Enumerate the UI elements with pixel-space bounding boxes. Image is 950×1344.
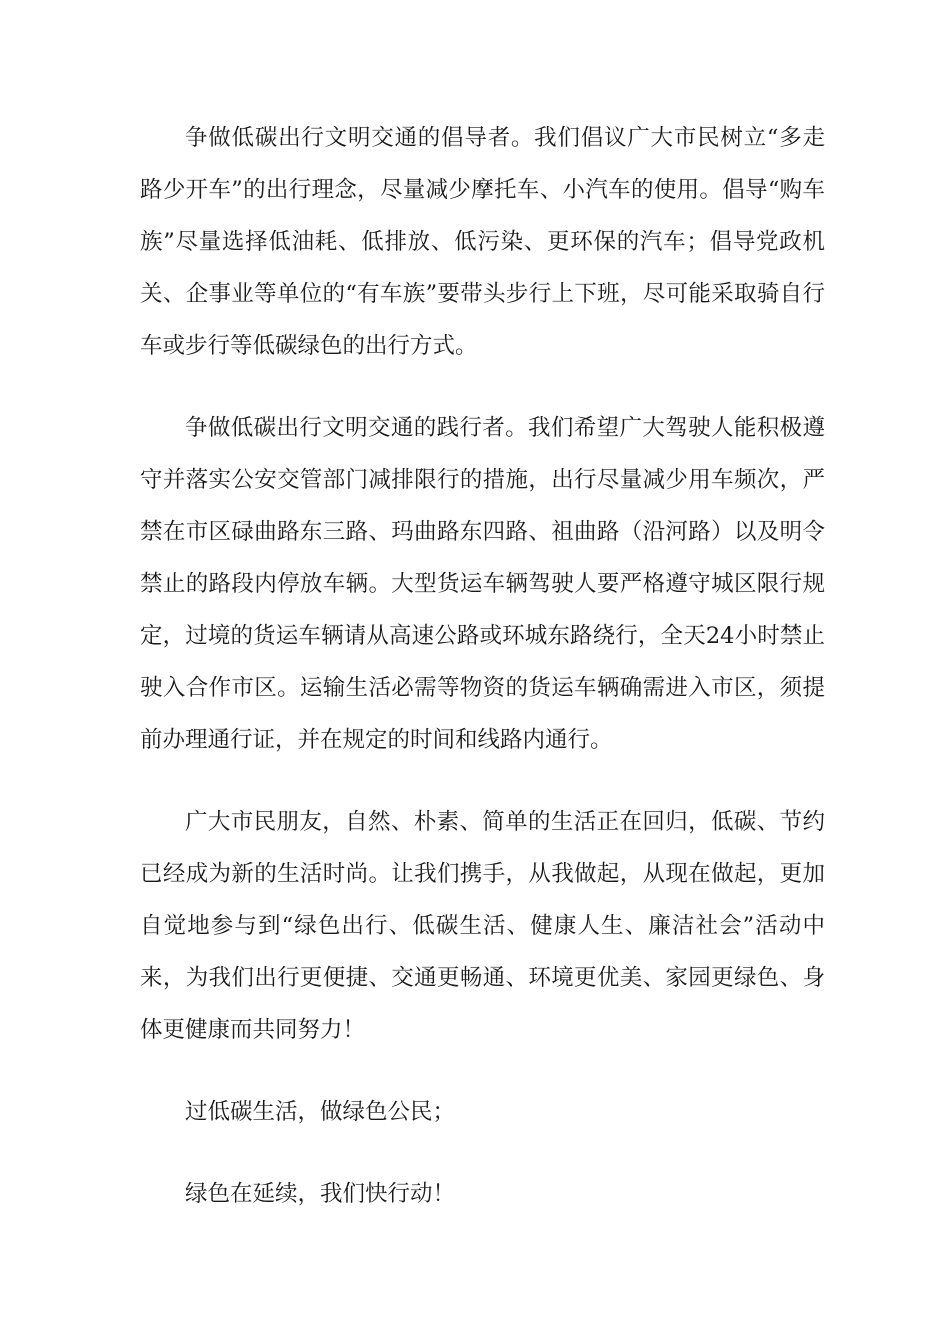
slogan-line-2: 绿色在延续，我们快行动！ — [185, 1181, 456, 1207]
paragraph-advocate: 争做低碳出行文明交通的倡导者。我们倡议广大市民树立“多走路少开车”的出行理念，尽量减少摩托车、小汽车的使用。倡导“购车族”尽量选择低油耗、低排放、低污染、更环保的汽车；倡导党政机关、企事业等单位的“有车族”要带头步行上下班，尽可能采取骑自行车或步行等低碳绿色的出行方式。 — [140, 125, 825, 359]
document-body — [140, 112, 825, 1250]
paragraph-appeal: 广大市民朋友，自然、朴素、简单的生活正在回归，低碳、节约已经成为新的生活时尚。让我们携手，从我做起，从现在做起，更加自觉地参与到“绿色出行、低碳生活、健康人生、廉洁社会”活动中来，为我们出行更便捷、交通更畅通、环境更优美、家园更绿色、身体更健康而共同努力！ — [140, 809, 825, 1043]
paragraph-practitioner: 争做低碳出行文明交通的践行者。我们希望广大驾驶人能积极遵守并落实公安交管部门减排限行的措施，出行尽量减少用车频次，严禁在市区碌曲路东三路、玛曲路东四路、祖曲路（沿河路）以及明令禁止的路段内停放车辆。大型货运车辆驾驶人要严格遵守城区限行规定，过境的货运车辆请从高速公路或环城东路绕行，全天24小时禁止驶入合作市区。运输生活必需等物资的货运车辆确需进入市区，须提前办理通行证，并在规定的时间和线路内通行。 — [140, 415, 825, 753]
slogan-line-1: 过低碳生活，做绿色公民； — [185, 1099, 456, 1125]
